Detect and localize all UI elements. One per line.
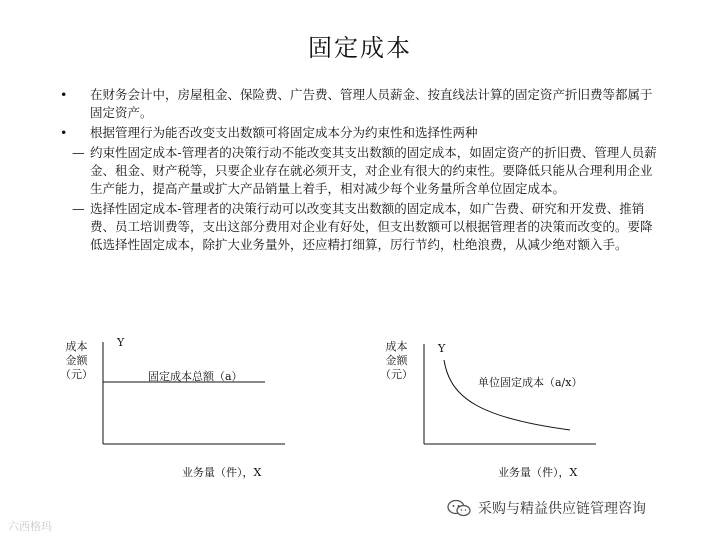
sub-item-text: 选择性固定成本-管理者的决策行动可以改变其支出数额的固定成本，如广告费、研究和开发费、推销费、员工培训费等，支出这部分费用对企业有好处，但支出数额可以根据管理者的决策而改变的。要降低选择性固定成本，除扩大业务量外，还应精打细算，厉行节约，杜绝浪费，从减少绝对额入手。 — [90, 201, 653, 252]
unit-cost-curve — [444, 360, 570, 430]
watermark-right — [446, 498, 646, 518]
x-axis-label: 业务量（件），X — [498, 466, 578, 479]
y-axis-label — [60, 340, 93, 382]
y-label-line: （元） — [60, 368, 93, 381]
sub-dash: — — [72, 201, 83, 216]
chart-unit-fixed-cost — [380, 330, 620, 490]
y-label-line: 成本 — [385, 340, 408, 353]
y-label-line: 成本 — [65, 340, 88, 353]
watermark-left: 六西格玛 — [8, 520, 52, 533]
y-axis-letter: Y — [117, 336, 125, 349]
series-label: 固定成本总额（a） — [148, 370, 243, 383]
y-label-line: 金额 — [65, 354, 88, 367]
bullet-item — [58, 124, 664, 142]
wechat-icon — [446, 498, 472, 518]
bullet-dot: • — [60, 125, 68, 140]
y-axis-letter: Y — [438, 342, 446, 355]
sub-item — [58, 144, 664, 198]
y-label-line: （元） — [380, 368, 413, 381]
y-axis-label — [380, 340, 413, 382]
bullet-text: 根据管理行为能否改变支出数额可将固定成本分为约束性和选择性两种 — [90, 125, 478, 140]
chart-total-svg — [60, 330, 300, 490]
sub-dash: — — [72, 145, 83, 160]
sub-item — [58, 200, 664, 254]
page-title: 固定成本 — [308, 34, 412, 62]
bullet-text: 在财务会计中，房屋租金、保险费、广告费、管理人员薪金、按直线法计算的固定资产折旧费等都属于固定资产。 — [90, 87, 653, 120]
bullet-item — [58, 86, 664, 122]
y-label-line: 金额 — [385, 354, 408, 367]
series-label: 单位固定成本（a/x） — [478, 376, 583, 389]
sub-item-text: 约束性固定成本-管理者的决策行动不能改变其支出数额的固定成本，如固定资产的折旧费、管理人员薪金、租金、财产税等，只要企业存在就必须开支，对企业有很大的约束性。要降低只能从合理利用企业生产能力，提高产量或扩大产品销量上着手，相对减少每个业务量所含单位固定成本。 — [90, 145, 657, 196]
watermark-text: 采购与精益供应链管理咨询 — [478, 501, 646, 517]
bullet-dot: • — [60, 87, 68, 102]
x-axis-label: 业务量（件），X — [182, 466, 262, 479]
chart-total-fixed-cost — [60, 330, 300, 490]
body-content — [58, 86, 664, 256]
